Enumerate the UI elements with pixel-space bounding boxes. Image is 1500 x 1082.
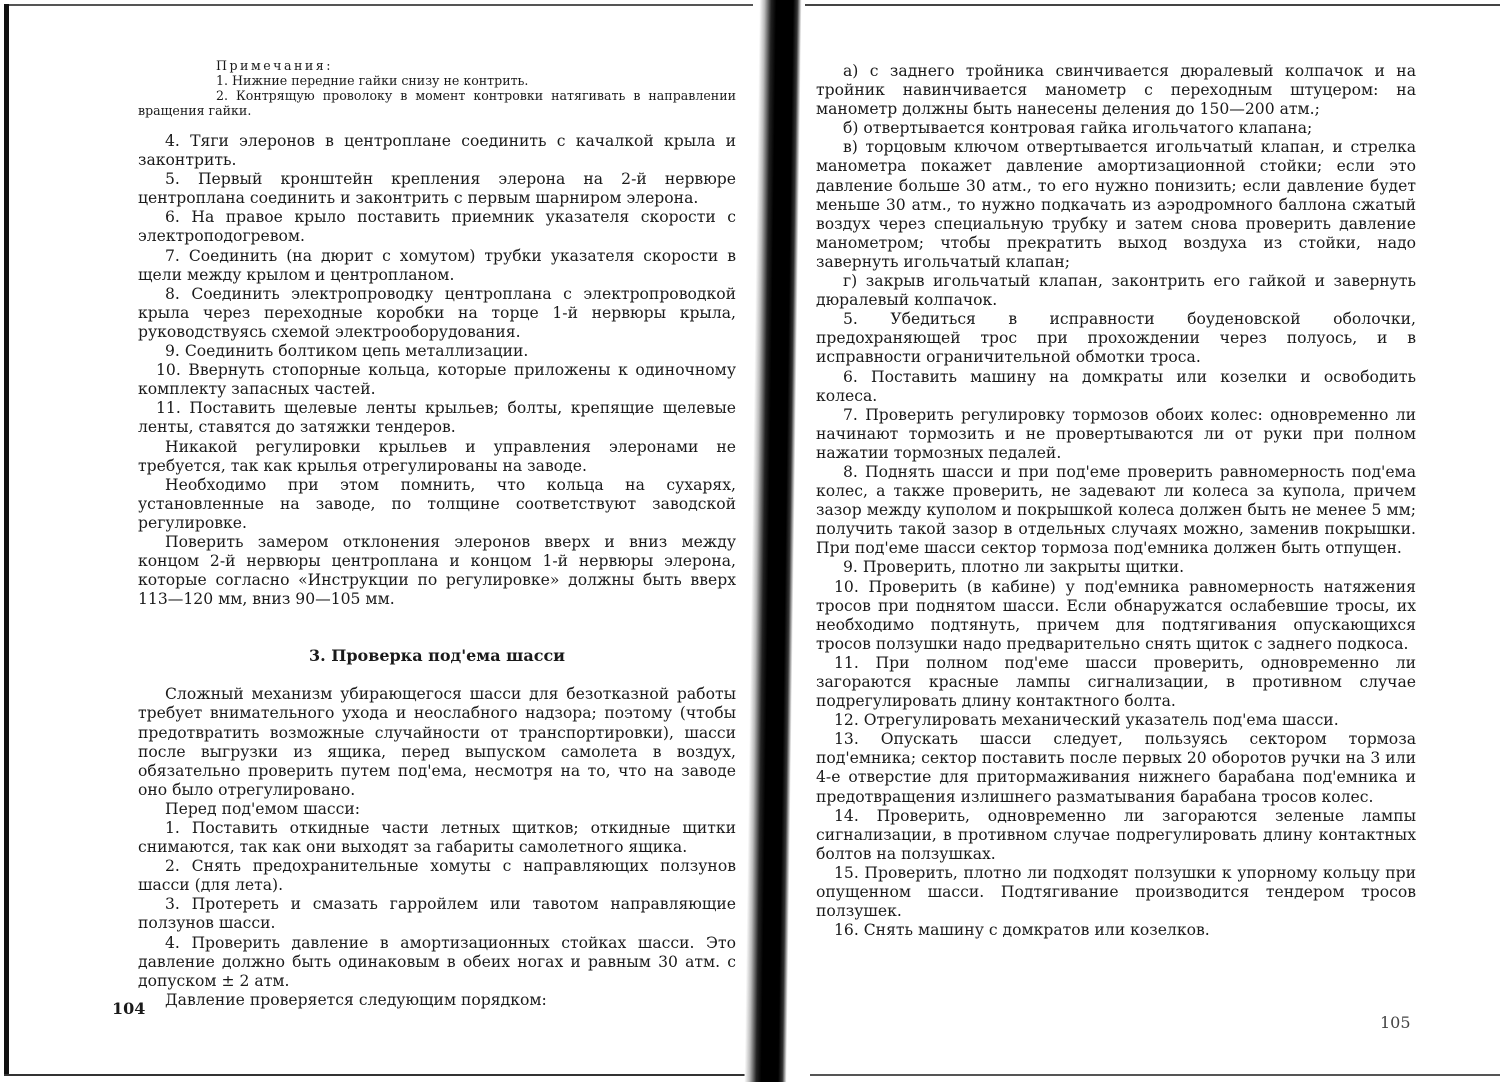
list-item: 1. Поставить откидные части летных щитков; откидные щитки снимаются, так как они выходят за габариты самолетного ящика.: [138, 819, 736, 857]
list-item: 8. Поднять шасси и при под'еме проверить равномерность под'ема колес, а также проверить, не задевают ли колеса за купола, причем зазор между куполом и покрышкой колеса должен быть не менее 5 мм; получить такой зазор в отдельных случаях можно, заменив покрышки. При под'еме шасси сектор тормоза под'емника должен быть отпущен.: [816, 462, 1416, 558]
paragraph: Никакой регулировки крыльев и управления элеронами не требуется, так как крылья отрегулированы на заводе.: [138, 437, 736, 475]
list-item: 3. Протереть и смазать гарройлем или тавотом направляющие ползунов шасси.: [138, 895, 736, 933]
paragraph: Давление проверяется следующим порядком:: [165, 990, 547, 1009]
paragraph: 6. На правое крыло поставить приемник указателя скорости с электроподогревом.: [138, 208, 736, 246]
spacer: [138, 609, 736, 624]
note-item: 1. Нижние передние гайки снизу не контрить.: [216, 73, 529, 88]
paragraph: 9. Соединить болтиком цепь металлизации.: [165, 342, 529, 361]
paragraph: Сложный механизм убирающегося шасси для безотказной работы требует внимательного ухода и неослабного надзора; поэтому (чтобы предотвратить возможные случайности от транспортировки), шасси после выгрузки из ящика, перед выпуском самолета в воздух, обязательно проверить путем под'ема, несмотря на то, что на заводе оно было отрегулировано.: [138, 685, 736, 799]
list-item: 9. Проверить, плотно ли закрыты щитки.: [843, 558, 1185, 577]
list-item: 14. Проверить, одновременно ли загораются зеленые лампы сигнализации, в противном случае подрегулировать длину контактных болтов на ползушках.: [816, 806, 1416, 863]
sub-step: г) закрыв игольчатый клапан, законтрить его гайкой и завернуть дюралевый колпачок.: [816, 272, 1416, 310]
list-item: 11. При полном под'еме шасси проверить, одновременно ли загораются красные лампы сигнализации, в противном случае подрегулировать длину контактного болта.: [816, 653, 1416, 711]
left-page-body: [138, 132, 736, 1010]
paragraph: 11. Поставить щелевые ленты крыльев; болты, крепящие щелевые ленты, ставятся до затяжки тендеров.: [138, 399, 736, 437]
sub-step: в) торцовым ключом отвертывается игольчатый клапан, и стрелка манометра покажет давление амортизационной стойки; если это давление больше 30 атм., то его нужно понизить; если давление будет меньше 30 атм., то нужно подкачать из аэродромного баллона сжатый воздух через специальную трубку и затем снова проверить давление манометром; чтобы прекратить выход воздуха из стойки, надо завернуть игольчатый клапан;: [816, 138, 1416, 271]
page-number: 105: [1380, 1013, 1411, 1032]
right-page-body: [816, 62, 1416, 940]
page-number: 104: [112, 999, 146, 1018]
list-item: 7. Проверить регулировку тормозов обоих колес: одновременно ли начинают тормозить и не провертываются ли от руки при полном нажатии тормозных педалей.: [816, 405, 1416, 462]
paragraph: 4. Тяги элеронов в центроплане соединить с качалкой крыла и законтрить.: [138, 132, 736, 170]
paragraph: 10. Ввернуть стопорные кольца, которые приложены к одиночному комплекту запасных частей.: [138, 361, 736, 399]
paragraph: 7. Соединить (на дюрит с хомутом) трубки указателя скорости в щели между крылом и центропланом.: [138, 246, 736, 284]
list-item: 16. Снять машину с домкратов или козелков.: [834, 921, 1210, 940]
sub-step: б) отвертывается контровая гайка игольчатого клапана;: [843, 119, 1313, 138]
list-item: 4. Проверить давление в амортизационных стойках шасси. Это давление должно быть одинаковым в обеих ногах и равным 30 атм. с допуском ± 2 атм.: [138, 933, 736, 990]
list-item: 6. Поставить машину на домкраты или козелки и освободить колеса.: [816, 367, 1416, 405]
list-item: 5. Убедиться в исправности боуденовской оболочки, предохраняющей трос при прохождении через полуось, и в исправности ограничительной обмотки троса.: [816, 310, 1416, 367]
paragraph: 5. Первый кронштейн крепления элерона на 2-й нервюре центроплана соединить и законтрить с первым шарниром элерона.: [138, 170, 736, 208]
sub-step: а) с заднего тройника свинчивается дюралевый колпачок и на тройник навинчивается манометр с переходным штуцером: на манометр должны быть нанесены деления до 150—200 атм.;: [816, 62, 1416, 119]
list-item: 13. Опускать шасси следует, пользуясь сектором тормоза под'емника; сектор поставить после первых 20 оборотов ручки на 3 или 4-е отверстие для притормаживания нижнего барабана под'емника и предотвращения излишнего разматывания барабана тросов колес.: [816, 730, 1416, 806]
list-item: 10. Проверить (в кабине) у под'емника равномерность натяжения тросов при поднятом шасси. Если обнаружатся ослабевшие тросы, их необходимо подтянуть, причем для подтягивания опускающихся тросов ползушки надо предварительно снять щиток с заднего подкоса.: [816, 577, 1416, 653]
list-item: 15. Проверить, плотно ли подходят ползушки к упорному кольцу при опущенном шасси. Подтягивание производится тендером тросов ползушек.: [816, 863, 1416, 921]
paragraph: 8. Соединить электропроводку центроплана с электропроводкой крыла через переходные коробки на торце 1-й нервюры крыла, руководствуясь схемой электрооборудования.: [138, 284, 736, 341]
paragraph: Необходимо при этом помнить, что кольца на сухарях, установленные на заводе, по толщине соответствуют заводской регулировке.: [138, 475, 736, 532]
note-item: 2. Контрящую проволоку в момент контровки натягивать в направлении вращения гайки.: [138, 88, 736, 118]
paragraph: Перед под'емом шасси:: [165, 799, 361, 818]
paragraph: Поверить замером отклонения элеронов вверх и вниз между концом 2-й нервюры центроплана и концом 1-й нервюры элерона, которые согласно «Инструкции по регулировке» должны быть вверх 113—120 мм, вниз 90—105 мм.: [138, 532, 736, 609]
list-item: 12. Отрегулировать механический указатель под'ема шасси.: [834, 711, 1339, 730]
section-heading: 3. Проверка под'ема шасси: [308, 646, 566, 666]
list-item: 2. Снять предохранительные хомуты с направляющих ползунов шасси (для лета).: [138, 857, 736, 895]
notes-block: [138, 58, 736, 118]
notes-title: Примечания:: [216, 58, 333, 73]
